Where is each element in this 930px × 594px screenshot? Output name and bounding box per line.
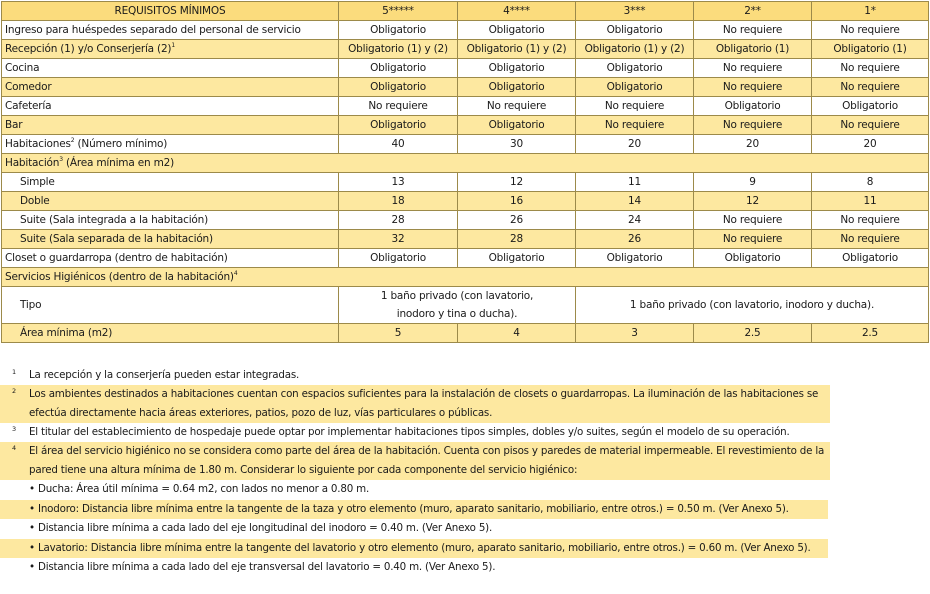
cell-2-stars: Obligatorio (694, 249, 812, 268)
cell-1-star: No requiere (812, 78, 929, 97)
table-header-row (2, 2, 929, 21)
row-label-text: Recepción (1) y/o Conserjería (2) (5, 42, 172, 55)
cell-1-star: Obligatorio (812, 97, 929, 116)
table-row (2, 78, 929, 97)
table-row (2, 135, 929, 154)
cell-3-stars: No requiere (576, 116, 694, 135)
row-label: Tipo (2, 287, 339, 324)
cell-4-stars: 28 (458, 230, 576, 249)
cell-4-stars: 30 (458, 135, 576, 154)
cell-2-stars: No requiere (694, 59, 812, 78)
cell-3-stars: 26 (576, 230, 694, 249)
cell-3-stars: 3 (576, 324, 694, 343)
cell-5-stars: Obligatorio (339, 78, 458, 97)
footnote-text: El titular del establecimiento de hospedaje puede optar por implementar habitaciones tipos simples, dobles y/o suites, según el modelo de su operación. (29, 426, 790, 438)
footnote-text: La recepción y la conserjería pueden estar integradas. (29, 369, 300, 381)
cell-1-star: No requiere (812, 21, 929, 40)
cell-5-stars: 18 (339, 192, 458, 211)
table-section-row (2, 154, 929, 173)
table-row (2, 59, 929, 78)
cell-4-stars: Obligatorio (458, 59, 576, 78)
cell-2-stars: 12 (694, 192, 812, 211)
header-requirements: REQUISITOS MÍNIMOS (2, 2, 339, 21)
requirements-table (1, 1, 929, 343)
cell-1-star: 8 (812, 173, 929, 192)
cell-4-5-stars: 1 baño privado (con lavatorio, inodoro y tina o ducha). (339, 287, 576, 324)
table-row (2, 211, 929, 230)
footnotes (0, 366, 930, 578)
row-label-text: Habitación (5, 156, 60, 169)
cell-3-stars: Obligatorio (576, 78, 694, 97)
footnote-text: El área del servicio higiénico no se considera como parte del área de la habitación. Cuenta con pisos y paredes de material impermeable. El revestimiento de la pared tiene una altura mínima de 1.80 m. Considerar lo siguiente por cada componente del servicio higiénico: (29, 445, 825, 476)
cell-1-star: No requiere (812, 59, 929, 78)
cell-1-star: No requiere (812, 230, 929, 249)
cell-5-stars: 40 (339, 135, 458, 154)
cell-2-stars: No requiere (694, 78, 812, 97)
row-label: Bar (2, 116, 339, 135)
cell-1-star: 2.5 (812, 324, 929, 343)
bullet-text: Distancia libre mínima a cada lado del eje transversal del lavatorio = 0.40 m. (Ver Anexo 5). (38, 561, 496, 573)
footnote (0, 442, 830, 480)
cell-2-stars: 2.5 (694, 324, 812, 343)
footnote (0, 385, 830, 423)
cell-5-stars: 32 (339, 230, 458, 249)
cell-3-stars: Obligatorio (576, 59, 694, 78)
bullet-text: Inodoro: Distancia libre mínima entre la tangente de la taza y otro elemento (muro, aparato sanitario, mobiliario, entre otros.) = 0.50 m. (Ver Anexo 5). (38, 502, 789, 515)
cell-3-stars: Obligatorio (1) y (2) (576, 40, 694, 59)
bullet-text: Ducha: Área útil mínima = 0.64 m2, con lados no menor a 0.80 m. (38, 483, 370, 495)
footnote-number: 4 (12, 444, 16, 452)
cell-2-stars: Obligatorio (694, 97, 812, 116)
cell-1-star: 20 (812, 135, 929, 154)
cell-2-stars: 20 (694, 135, 812, 154)
footnote-ref: 1 (171, 41, 175, 49)
footnote-ref: 4 (233, 269, 238, 277)
bullet-item (0, 558, 930, 578)
table-row (2, 173, 929, 192)
row-label-suffix: (Número mínimo) (74, 137, 168, 150)
cell-5-stars: Obligatorio (339, 59, 458, 78)
row-label: Suite (Sala integrada a la habitación) (2, 211, 339, 230)
table-row (2, 40, 929, 59)
footnote-number: 2 (12, 387, 16, 395)
footnote-ref: 2 (70, 136, 75, 144)
section-label (2, 154, 929, 173)
cell-4-stars: Obligatorio (458, 78, 576, 97)
cell-3-stars: No requiere (576, 97, 694, 116)
bullet-text: Lavatorio: Distancia libre mínima entre la tangente del lavatorio y otro elemento (muro, aparato sanitario, mobiliario, entre otros.) = 0.60 m. (Ver Anexo 5). (38, 541, 811, 554)
table-row (2, 287, 929, 324)
cell-3-stars: Obligatorio (576, 21, 694, 40)
cell-4-stars: Obligatorio (458, 249, 576, 268)
footnote-ref: 3 (59, 155, 63, 163)
row-label: Cafetería (2, 97, 339, 116)
cell-1-star: No requiere (812, 211, 929, 230)
cell-4-stars: No requiere (458, 97, 576, 116)
cell-3-stars: 11 (576, 173, 694, 192)
cell-4-stars: Obligatorio (458, 116, 576, 135)
cell-2-stars: No requiere (694, 116, 812, 135)
cell-1-star: Obligatorio (1) (812, 40, 929, 59)
cell-5-stars: 13 (339, 173, 458, 192)
header-5-stars: 5***** (339, 2, 458, 21)
cell-5-stars: Obligatorio (1) y (2) (339, 40, 458, 59)
bullet-item (0, 480, 930, 500)
table-row (2, 21, 929, 40)
cell-1-3-stars: 1 baño privado (con lavatorio, inodoro y ducha). (576, 287, 929, 324)
row-label (2, 40, 339, 59)
section-label (2, 268, 929, 287)
row-label (2, 135, 339, 154)
cell-5-stars: No requiere (339, 97, 458, 116)
cell-4-stars: 16 (458, 192, 576, 211)
header-4-stars: 4**** (458, 2, 576, 21)
table-row (2, 230, 929, 249)
footnote-text: Los ambientes destinados a habitaciones cuentan con espacios suficientes para la instalación de closets o guardarropas. La iluminación de las habitaciones se efectúa directamente hacia áreas exteriores, patios, pozo de luz, vías particulares o públicas. (29, 388, 819, 419)
bullet-item (0, 500, 828, 520)
cell-2-stars: No requiere (694, 211, 812, 230)
footnote-number: 1 (12, 368, 16, 376)
cell-1-star: 11 (812, 192, 929, 211)
table-row (2, 116, 929, 135)
row-label-suffix: (Área mínima en m2) (62, 156, 174, 169)
header-1-star: 1* (812, 2, 929, 21)
header-2-stars: 2** (694, 2, 812, 21)
cell-1-star: Obligatorio (812, 249, 929, 268)
cell-3-stars: 14 (576, 192, 694, 211)
row-label: Comedor (2, 78, 339, 97)
header-3-stars: 3*** (576, 2, 694, 21)
bullet-marker: • (29, 541, 35, 554)
cell-1-star: No requiere (812, 116, 929, 135)
table-row (2, 324, 929, 343)
cell-5-stars: 5 (339, 324, 458, 343)
row-label: Suite (Sala separada de la habitación) (2, 230, 339, 249)
footnote-number: 3 (12, 425, 16, 433)
row-label: Ingreso para huéspedes separado del personal de servicio (2, 21, 339, 40)
bullet-item (0, 519, 930, 539)
cell-3-stars: 24 (576, 211, 694, 230)
footnote (0, 366, 930, 385)
table-section-row (2, 268, 929, 287)
table-row (2, 249, 929, 268)
row-label: Simple (2, 173, 339, 192)
cell-5-stars: Obligatorio (339, 21, 458, 40)
cell-5-stars: Obligatorio (339, 116, 458, 135)
row-label: Closet o guardarropa (dentro de habitación) (2, 249, 339, 268)
bullet-item (0, 539, 828, 559)
cell-4-stars: 4 (458, 324, 576, 343)
cell-2-stars: 9 (694, 173, 812, 192)
table-row (2, 192, 929, 211)
bullet-marker: • (29, 561, 35, 573)
cell-2-stars: No requiere (694, 21, 812, 40)
row-label-text: Servicios Higiénicos (dentro de la habitación) (5, 270, 234, 283)
bullet-marker: • (29, 483, 35, 495)
cell-4-stars: 12 (458, 173, 576, 192)
bullet-text: Distancia libre mínima a cada lado del eje longitudinal del inodoro = 0.40 m. (Ver Anexo 5). (38, 522, 493, 534)
cell-4-stars: 26 (458, 211, 576, 230)
cell-2-stars: Obligatorio (1) (694, 40, 812, 59)
row-label: Cocina (2, 59, 339, 78)
cell-3-stars: Obligatorio (576, 249, 694, 268)
cell-4-stars: Obligatorio (458, 21, 576, 40)
bullet-marker: • (29, 502, 35, 515)
cell-5-stars: 28 (339, 211, 458, 230)
footnote (0, 423, 930, 442)
table-row (2, 97, 929, 116)
cell-3-stars: 20 (576, 135, 694, 154)
cell-2-stars: No requiere (694, 230, 812, 249)
row-label-text: Habitaciones (5, 137, 71, 150)
row-label: Área mínima (m2) (2, 324, 339, 343)
bullet-marker: • (29, 522, 35, 534)
cell-4-stars: Obligatorio (1) y (2) (458, 40, 576, 59)
cell-5-stars: Obligatorio (339, 249, 458, 268)
row-label: Doble (2, 192, 339, 211)
